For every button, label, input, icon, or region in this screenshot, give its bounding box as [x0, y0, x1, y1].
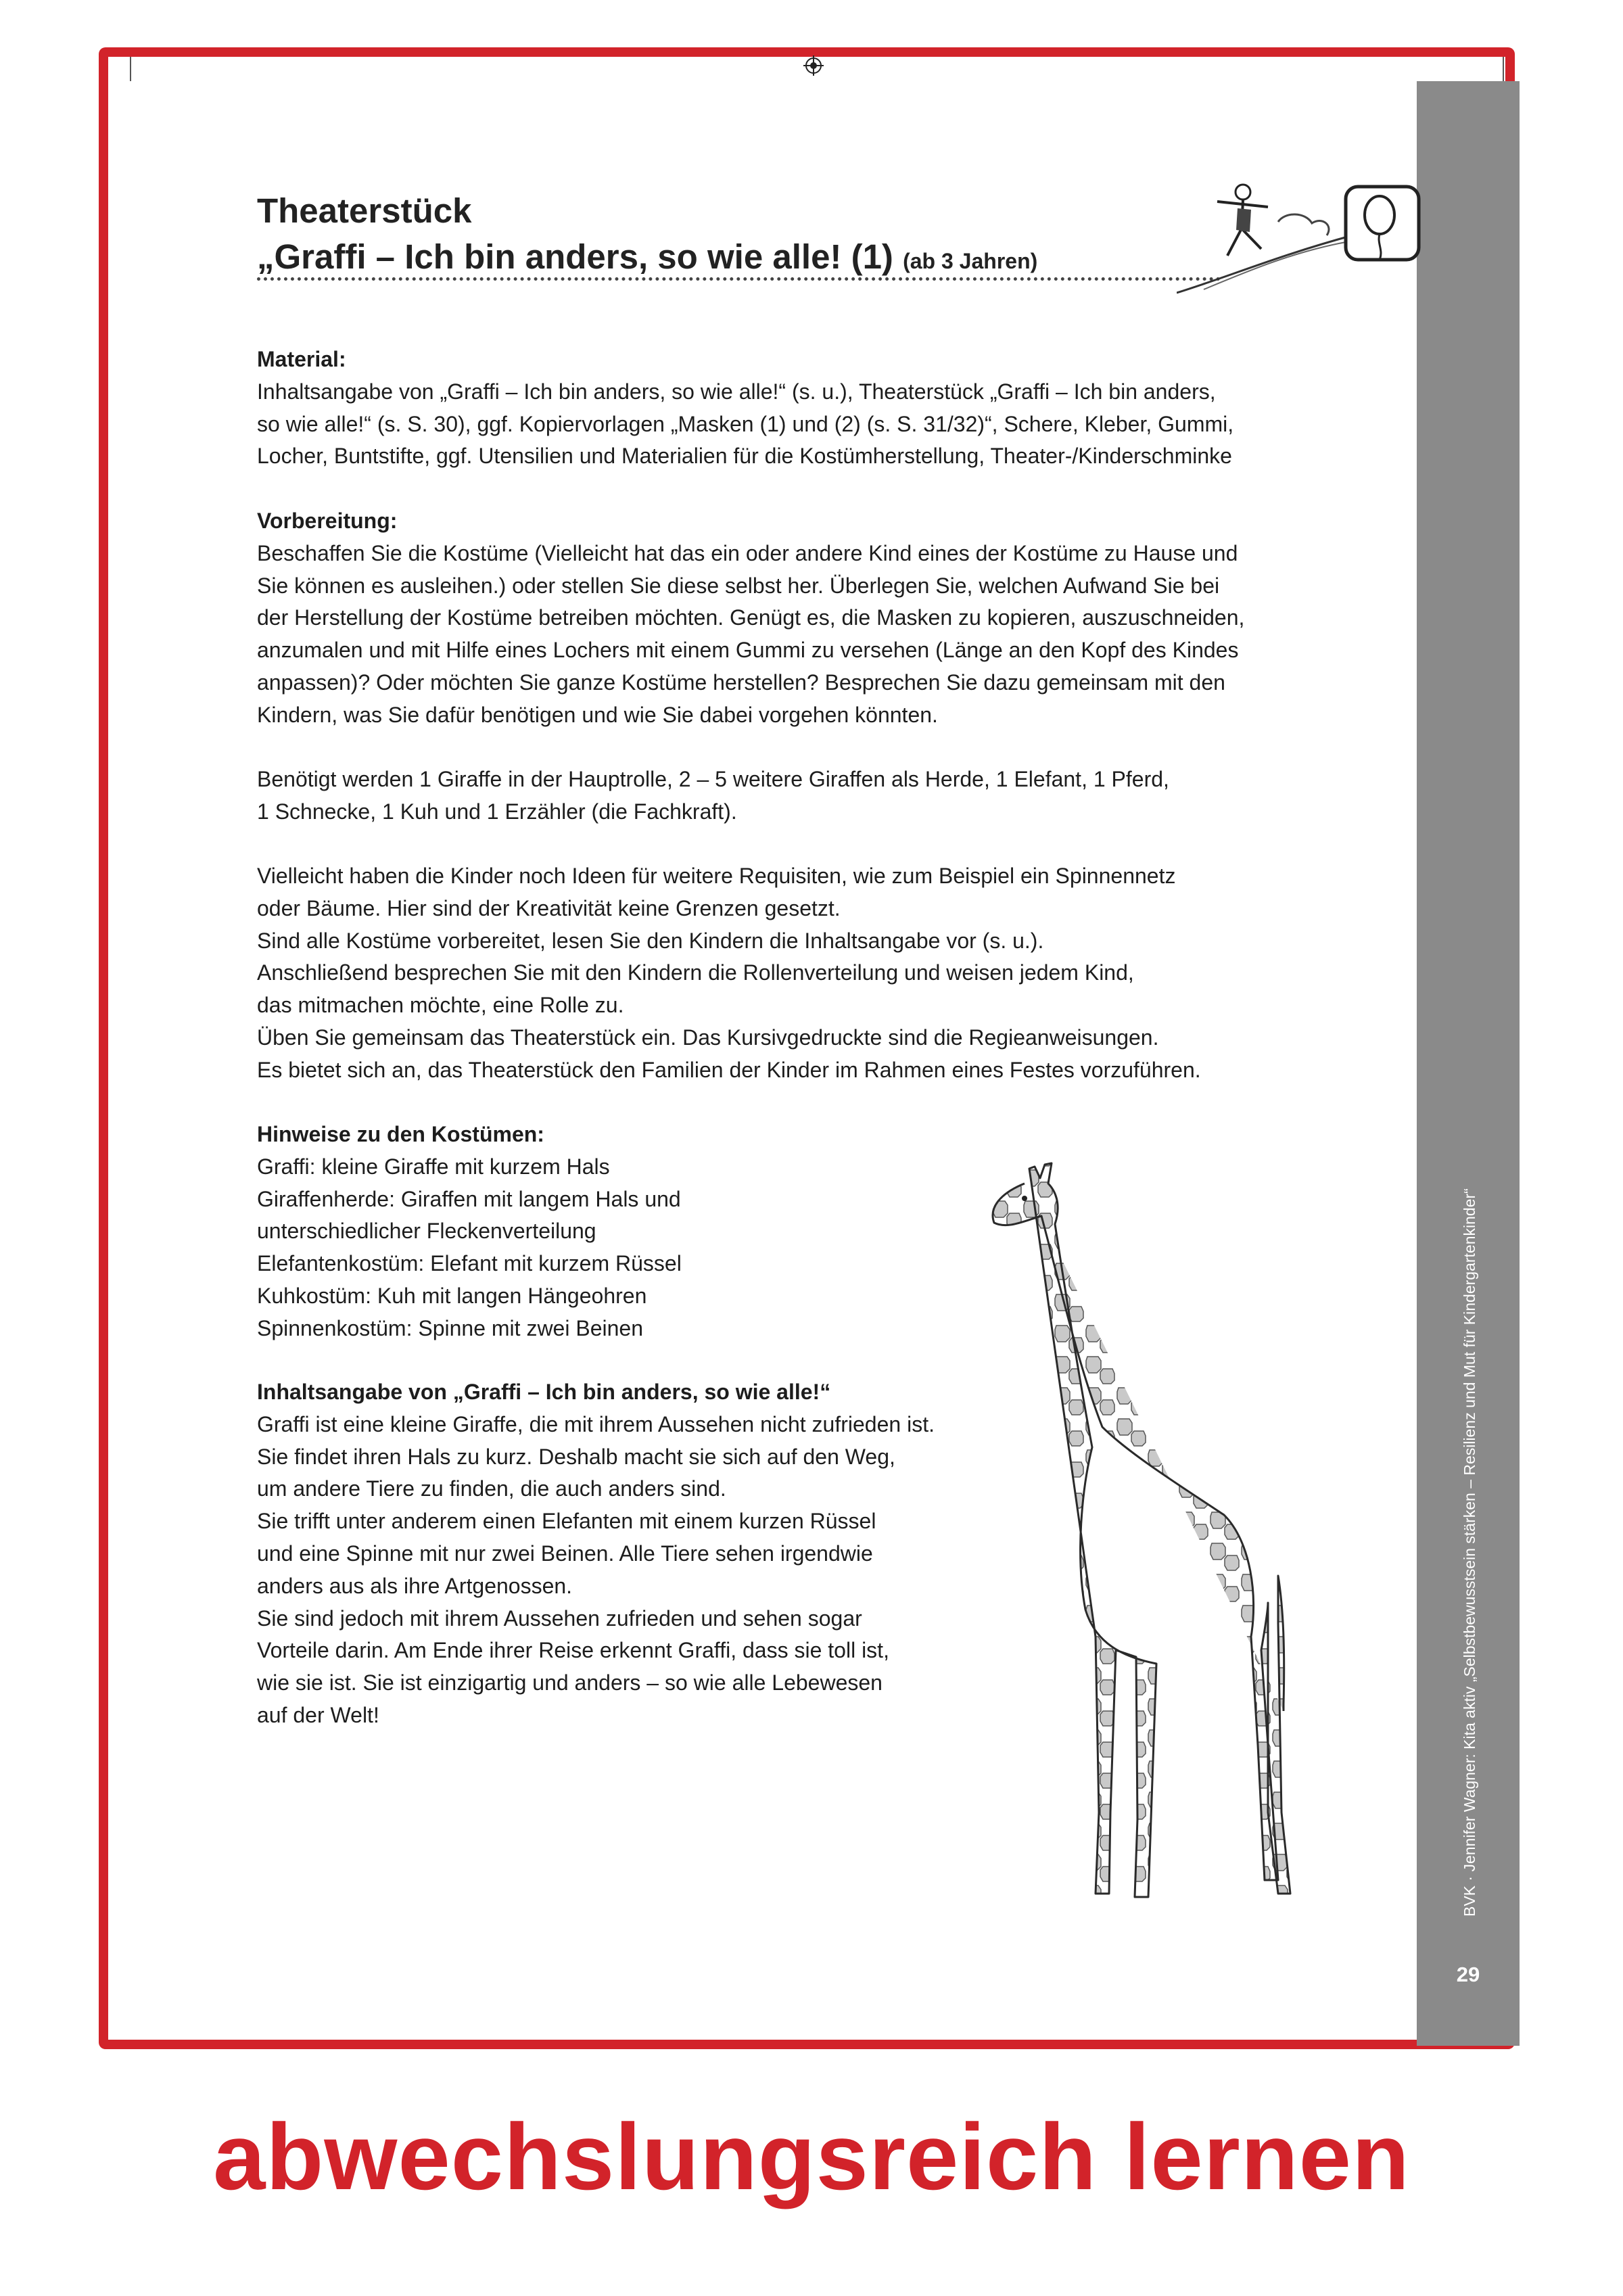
- inhalt-line: Vorteile darin. Am Ende ihrer Reise erkennt Graffi, dass sie toll ist,: [257, 1638, 889, 1663]
- page-title: Theaterstück: [257, 191, 472, 230]
- footer-banner: abwechslungsreich lernen: [213, 2105, 1410, 2209]
- title-divider: [257, 277, 1221, 281]
- page-number: 29: [1456, 1963, 1480, 1986]
- material-line: so wie alle!“ (s. S. 30), ggf. Kopiervorlagen „Masken (1) und (2) (s. S. 31/32)“, Schere, Kleber, Gummi,: [257, 411, 1234, 436]
- crop-mark-left: [130, 57, 131, 81]
- crop-mark-right: [1503, 57, 1504, 81]
- hinweise-paragraph: [257, 860, 1407, 1087]
- rollen-line: 1 Schnecke, 1 Kuh und 1 Erzähler (die Fachkraft).: [257, 799, 737, 824]
- hinweise-line: das mitmachen möchte, eine Rolle zu.: [257, 993, 624, 1018]
- material-heading: Material:: [257, 347, 346, 371]
- material-section: [257, 344, 1407, 473]
- vorbereitung-line: Sie können es ausleihen.) oder stellen Sie diese selbst her. Überlegen Sie, welchen Aufwand Sie bei: [257, 573, 1220, 598]
- vorbereitung-section: [257, 505, 1407, 732]
- hinweise-line: Sind alle Kostüme vorbereitet, lesen Sie den Kindern die Inhaltsangabe vor (s. u.).: [257, 928, 1044, 953]
- rollen-line: Benötigt werden 1 Giraffe in der Hauptrolle, 2 – 5 weitere Giraffen als Herde, 1 Elefant, 1 Pferd,: [257, 767, 1169, 791]
- sidebar-book-credit: BVK · Jennifer Wagner: Kita aktiv „Selbstbewusstsein stärken – Resilienz und Mut für Kindergartenkinder“: [1461, 1188, 1478, 1917]
- inhalt-heading: Inhaltsangabe von „Graffi – Ich bin anders, so wie alle!“: [257, 1380, 831, 1404]
- kostueme-line: Elefantenkostüm: Elefant mit kurzem Rüssel: [257, 1251, 682, 1276]
- vorbereitung-heading: Vorbereitung:: [257, 509, 398, 533]
- subtitle-text: „Graffi – Ich bin anders, so wie alle! (1): [257, 237, 893, 276]
- kostueme-heading: Hinweise zu den Kostümen:: [257, 1122, 544, 1146]
- rollen-paragraph: [257, 764, 1407, 828]
- inhalt-line: und eine Spinne mit nur zwei Beinen. Alle Tiere sehen irgendwie: [257, 1541, 873, 1566]
- inhalt-line: um andere Tiere zu finden, die auch anders sind.: [257, 1476, 726, 1501]
- page-subtitle: [257, 237, 1037, 277]
- material-line: Locher, Buntstifte, ggf. Utensilien und Materialien für die Kostümherstellung, Theater-/Kinderschminke: [257, 444, 1232, 469]
- kostueme-line: Spinnenkostüm: Spinne mit zwei Beinen: [257, 1315, 643, 1340]
- hinweise-line: Es bietet sich an, das Theaterstück den Familien der Kinder im Rahmen eines Festes vorzuführen.: [257, 1057, 1201, 1082]
- inhalt-line: Sie trifft unter anderem einen Elefanten mit einem kurzen Rüssel: [257, 1509, 876, 1534]
- inhalt-line: wie sie ist. Sie ist einzigartig und anders – so wie alle Lebewesen: [257, 1670, 883, 1695]
- material-line: Inhaltsangabe von „Graffi – Ich bin anders, so wie alle!“ (s. u.), Theaterstück „Graffi – Ich bin anders,: [257, 379, 1216, 404]
- inhalt-line: Sie findet ihren Hals zu kurz. Deshalb macht sie sich auf den Weg,: [257, 1444, 895, 1469]
- registration-mark-icon: [803, 55, 824, 76]
- hinweise-line: Üben Sie gemeinsam das Theaterstück ein. Das Kursivgedruckte sind die Regieanweisungen.: [257, 1025, 1159, 1050]
- hinweise-line: Anschließend besprechen Sie mit den Kindern die Rollenverteilung und weisen jedem Kind,: [257, 960, 1134, 985]
- header-illustration: [1177, 174, 1440, 296]
- hinweise-line: Vielleicht haben die Kinder noch Ideen für weitere Requisiten, wie zum Beispiel ein Spinnennetz: [257, 864, 1176, 888]
- kostueme-line: unterschiedlicher Fleckenverteilung: [257, 1219, 596, 1244]
- vorbereitung-line: anpassen)? Oder möchten Sie ganze Kostüme herstellen? Besprechen Sie dazu gemeinsam mit den: [257, 670, 1225, 695]
- vorbereitung-line: anzumalen und mit Hilfe eines Lochers mit einem Gummi zu versehen (Länge an den Kopf des Kindes: [257, 638, 1239, 663]
- vorbereitung-line: der Herstellung der Kostüme betreiben möchten. Genügt es, die Masken zu kopieren, auszuschneiden,: [257, 605, 1245, 630]
- inhalt-line: auf der Welt!: [257, 1702, 379, 1727]
- kostueme-line: Kuhkostüm: Kuh mit langen Hängeohren: [257, 1283, 647, 1308]
- giraffe-illustration: [960, 1136, 1339, 1914]
- inhalt-line: Sie sind jedoch mit ihrem Aussehen zufrieden und sehen sogar: [257, 1606, 862, 1631]
- inhalt-line: Graffi ist eine kleine Giraffe, die mit ihrem Aussehen nicht zufrieden ist.: [257, 1411, 935, 1436]
- vorbereitung-line: Beschaffen Sie die Kostüme (Vielleicht hat das ein oder andere Kind eines der Kostüme zu Hause und: [257, 540, 1238, 565]
- age-note: (ab 3 Jahren): [903, 249, 1038, 273]
- vorbereitung-line: Kindern, was Sie dafür benötigen und wie Sie dabei vorgehen könnten.: [257, 702, 938, 727]
- kostueme-line: Giraffenherde: Giraffen mit langem Hals und: [257, 1186, 681, 1211]
- inhalt-line: anders aus als ihre Artgenossen.: [257, 1573, 573, 1598]
- hinweise-line: oder Bäume. Hier sind der Kreativität keine Grenzen gesetzt.: [257, 895, 841, 920]
- kostueme-line: Graffi: kleine Giraffe mit kurzem Hals: [257, 1154, 610, 1179]
